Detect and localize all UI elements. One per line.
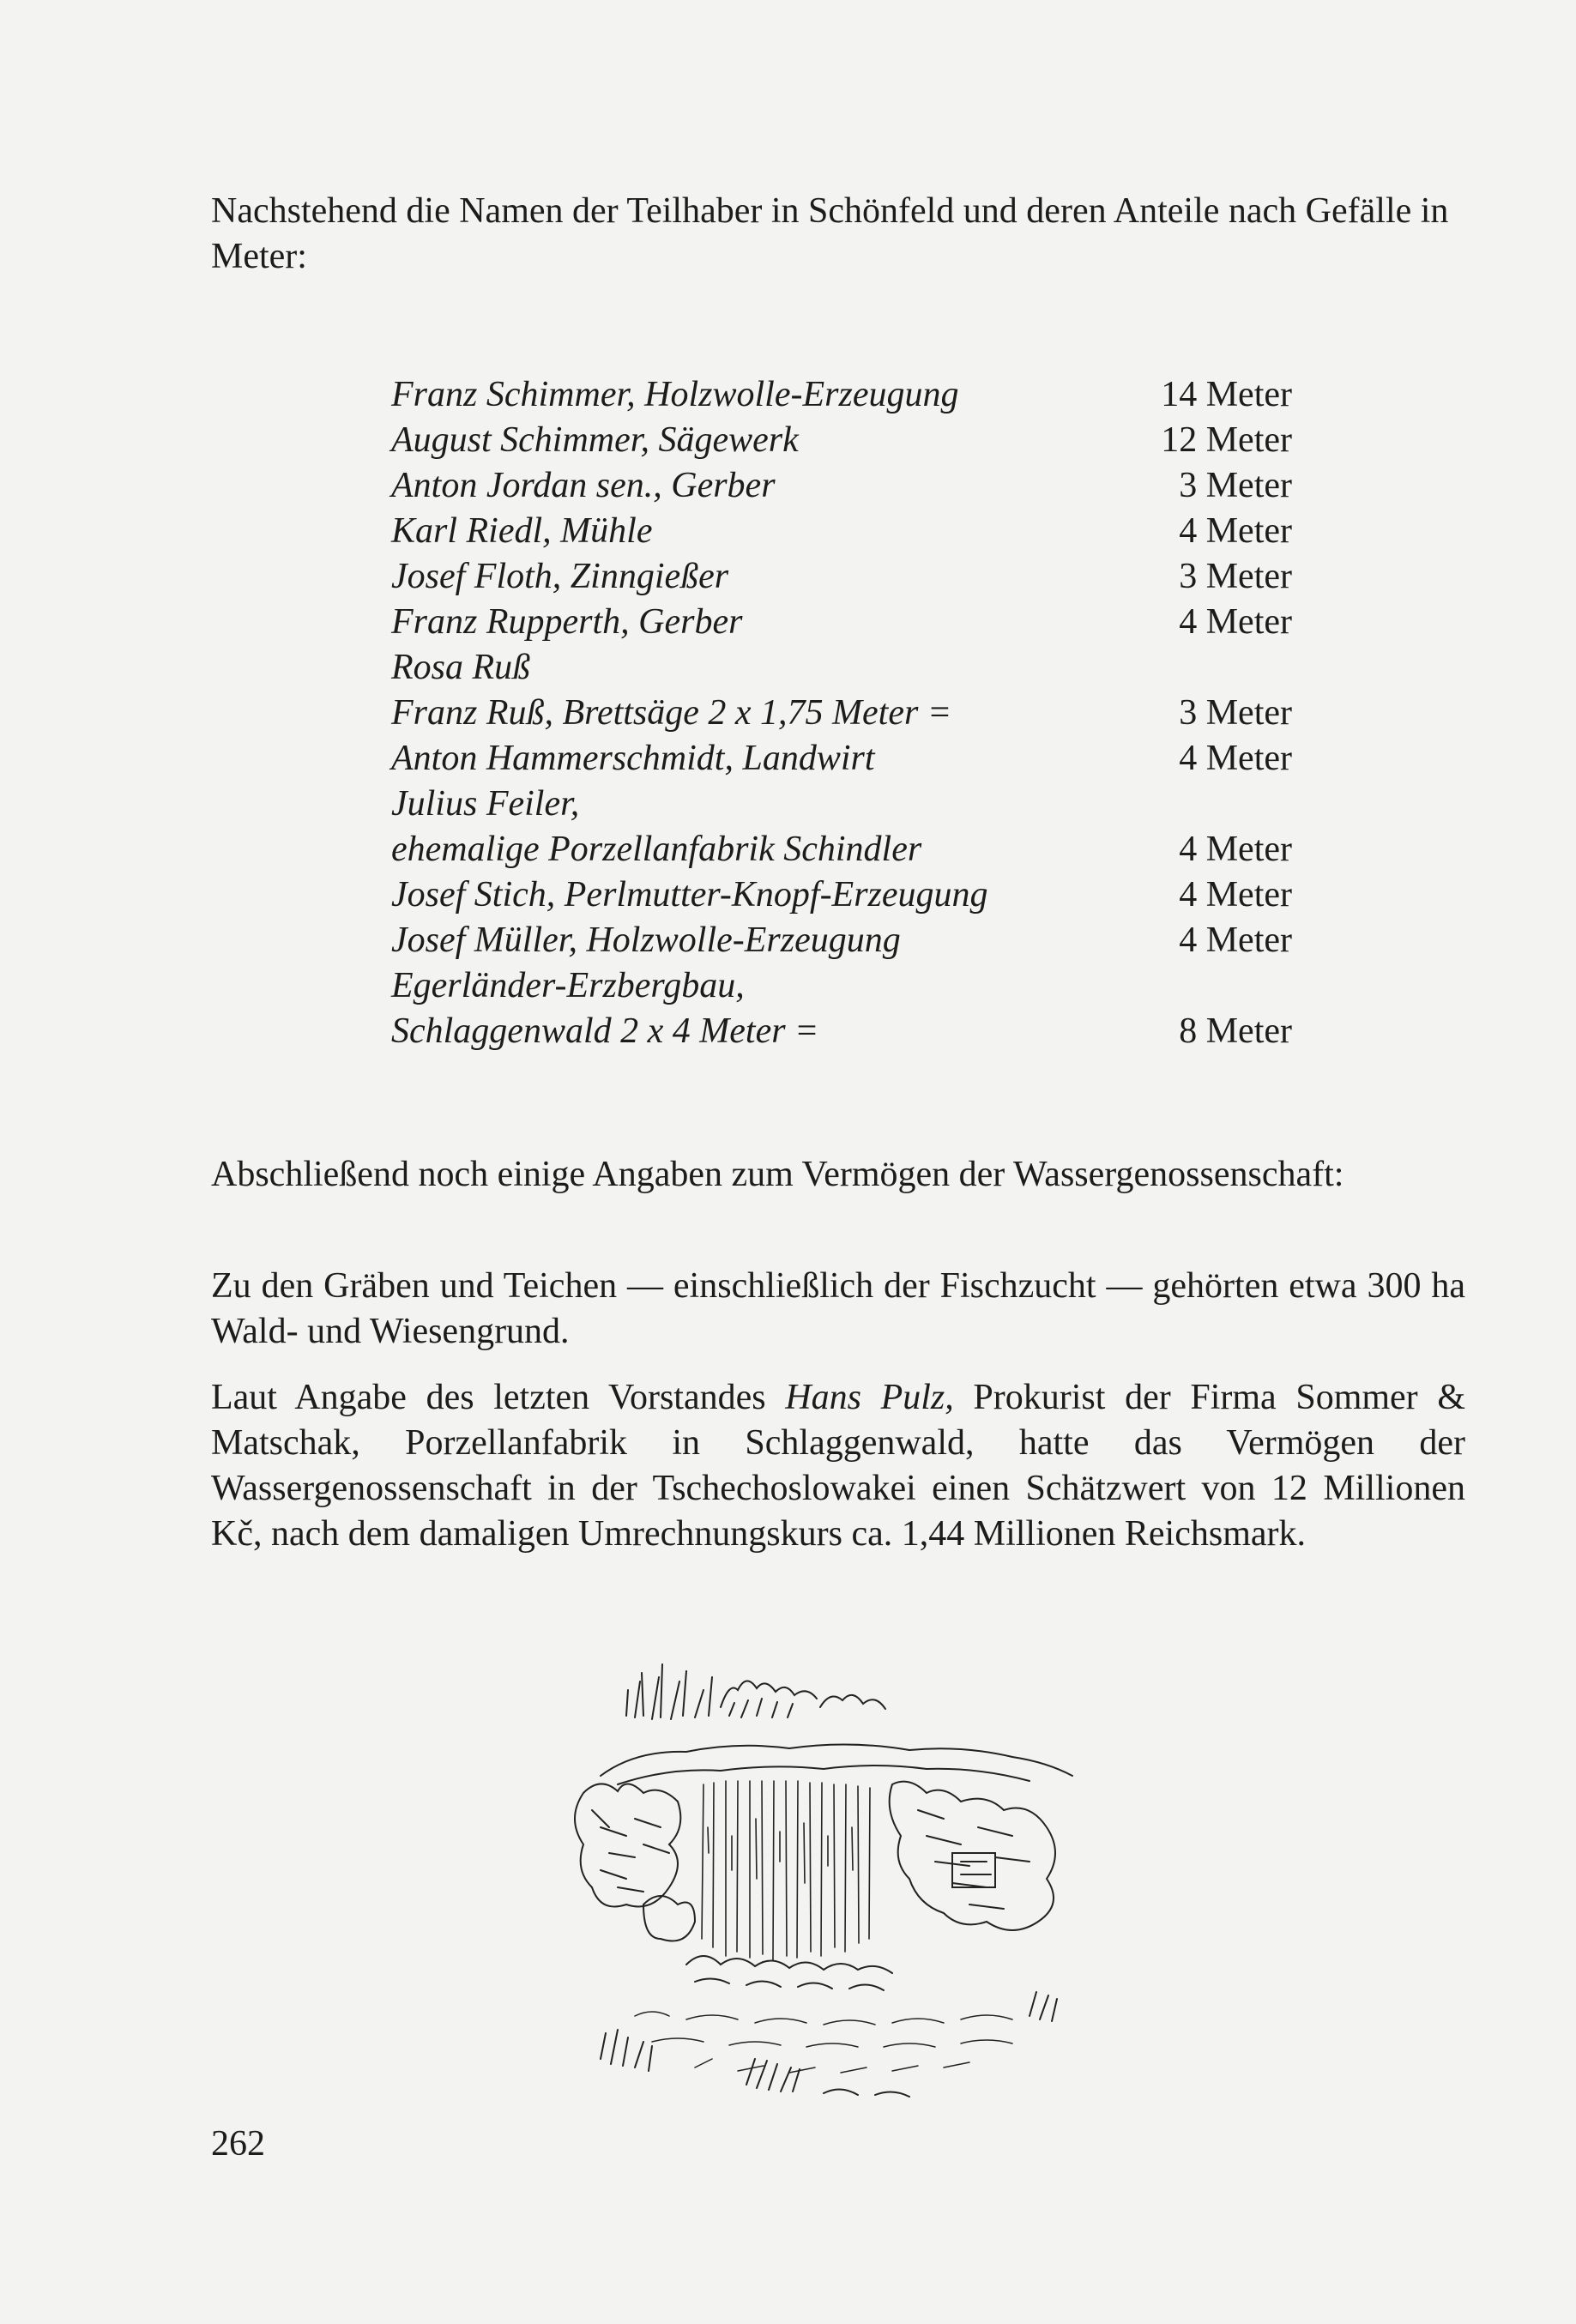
share-amount: 4 Meter bbox=[1179, 921, 1292, 960]
value-text-before: Laut Angabe des letzten Vorstandes bbox=[211, 1378, 786, 1417]
rock-ledge bbox=[601, 1744, 1072, 1776]
share-amount: 12 Meter bbox=[1161, 420, 1292, 460]
closing-paragraph: Abschließend noch einige Angaben zum Vermögen der Wassergenossenschaft: bbox=[211, 1155, 1344, 1194]
shareholder-name: Rosa Ruß bbox=[391, 648, 531, 687]
left-bushes bbox=[575, 1784, 695, 1941]
shareholder-name: Egerländer-Erzbergbau, bbox=[391, 966, 745, 1005]
right-bushes bbox=[890, 1782, 1055, 1930]
chairman-name: Hans Pulz, bbox=[785, 1378, 954, 1417]
bottom-grass bbox=[601, 1992, 1057, 2097]
shareholder-name: Josef Floth, Zinngießer bbox=[391, 557, 729, 596]
share-amount: 4 Meter bbox=[1179, 511, 1292, 551]
ponds-paragraph: Zu den Gräben und Teichen — einschließlich der Fischzucht — gehörten etwa 300 ha Wald- und Wiesengrund. bbox=[211, 1266, 1465, 1351]
shareholder-name: ehemalige Porzellanfabrik Schindler bbox=[391, 830, 922, 869]
shareholder-row bbox=[391, 918, 1292, 963]
shareholder-row bbox=[391, 872, 1292, 918]
shareholder-row bbox=[391, 463, 1292, 509]
shareholder-name: Franz Schimmer, Holzwolle-Erzeugung bbox=[391, 375, 959, 414]
water-ripples bbox=[635, 2012, 1012, 2073]
share-amount: 4 Meter bbox=[1179, 602, 1292, 642]
share-amount: 3 Meter bbox=[1179, 557, 1292, 596]
shareholder-name: Julius Feiler, bbox=[391, 784, 580, 824]
shareholder-name: Josef Stich, Perlmutter-Knopf-Erzeugung bbox=[391, 875, 988, 915]
shareholder-row bbox=[391, 600, 1292, 645]
shareholder-name: Franz Rupperth, Gerber bbox=[391, 602, 743, 642]
share-amount: 14 Meter bbox=[1161, 375, 1292, 414]
share-amount: 4 Meter bbox=[1179, 830, 1292, 869]
grass-tufts bbox=[626, 1664, 885, 1719]
shareholder-row bbox=[391, 645, 1292, 691]
shareholder-name: Schlaggenwald 2 x 4 Meter = bbox=[391, 1011, 819, 1051]
shareholder-name: Franz Ruß, Brettsäge 2 x 1,75 Meter = bbox=[391, 693, 952, 733]
page-number: 262 bbox=[211, 2124, 265, 2164]
value-paragraph bbox=[211, 1375, 1465, 1557]
shareholder-row bbox=[391, 827, 1292, 872]
shareholder-name: Josef Müller, Holzwolle-Erzeugung bbox=[391, 921, 901, 960]
shareholder-row bbox=[391, 963, 1292, 1009]
falling-water bbox=[702, 1781, 870, 1960]
shareholder-name: Anton Hammerschmidt, Landwirt bbox=[391, 739, 875, 778]
shareholder-name: Karl Riedl, Mühle bbox=[391, 511, 653, 551]
share-amount: 8 Meter bbox=[1179, 1011, 1292, 1051]
share-amount: 4 Meter bbox=[1179, 875, 1292, 915]
value-text-after: Prokurist der Firma Sommer & Matschak, Porzellanfabrik in Schlaggenwald, hatte das Vermögen der Wassergenossenschaft in der Tschechoslowakei einen Schätzwert von 12 Millionen Kč, nach dem damaligen Umrechnungskurs ca. 1,44 Millionen Reichsmark. bbox=[211, 1378, 1465, 1554]
shareholder-row bbox=[391, 691, 1292, 736]
shareholder-name: August Schimmer, Sägewerk bbox=[391, 420, 799, 460]
shareholder-row bbox=[391, 782, 1292, 827]
share-amount: 3 Meter bbox=[1179, 693, 1292, 733]
shareholder-row bbox=[391, 1009, 1292, 1054]
shareholder-row bbox=[391, 554, 1292, 600]
shareholder-row bbox=[391, 509, 1292, 554]
intro-paragraph: Nachstehend die Namen der Teilhaber in Schönfeld und deren Anteile nach Gefälle in Meter: bbox=[211, 191, 1449, 276]
shareholder-name: Anton Jordan sen., Gerber bbox=[391, 466, 776, 505]
share-amount: 4 Meter bbox=[1179, 739, 1292, 778]
shareholder-row bbox=[391, 736, 1292, 782]
shareholder-row bbox=[391, 418, 1292, 463]
waterfall-illustration bbox=[566, 1656, 1132, 2119]
shareholder-list bbox=[391, 372, 1292, 1054]
splash-foam bbox=[686, 1956, 892, 1990]
shareholder-row bbox=[391, 372, 1292, 418]
share-amount: 3 Meter bbox=[1179, 466, 1292, 505]
